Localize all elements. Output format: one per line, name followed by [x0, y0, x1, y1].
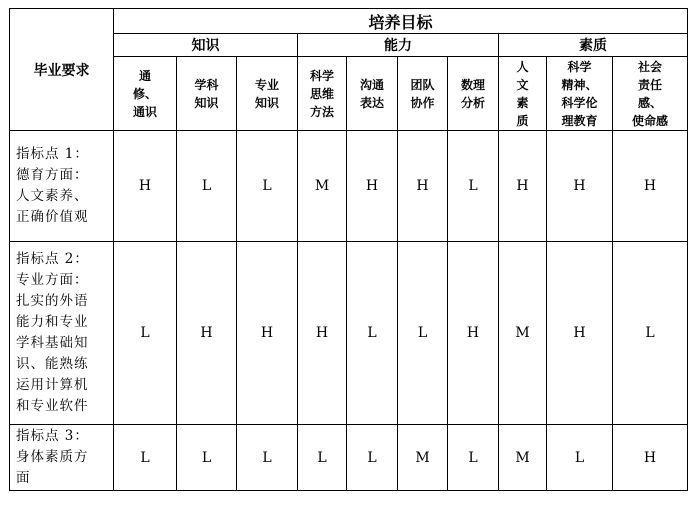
requirement-label: 指标点 3： 身体素质方 面 — [10, 425, 114, 491]
sub-header-label: 数理 分析 — [460, 77, 485, 110]
sub-header-label: 社会 责任 感、 使命感 — [632, 59, 669, 128]
support-level-cell: M — [499, 242, 547, 425]
group-header-knowledge: 知识 — [114, 34, 298, 57]
support-level-cell: H — [398, 131, 448, 242]
support-level-cell: L — [547, 425, 613, 491]
support-level-cell: L — [613, 242, 688, 425]
support-level-cell: M — [499, 425, 547, 491]
support-level-cell: H — [613, 425, 688, 491]
support-level-cell: L — [177, 131, 237, 242]
support-level-cell: H — [237, 242, 298, 425]
group-header-ability: 能力 — [298, 34, 499, 57]
sub-header-1 — [177, 57, 237, 131]
sub-header-0 — [114, 57, 177, 131]
requirement-label: 指标点 2： 专业方面： 扎实的外语 能力和专业 学科基础知 识、能熟练 运用计算机 和专业软件 — [10, 242, 114, 425]
sub-header-3 — [298, 57, 347, 131]
table-row — [10, 242, 688, 425]
group-header-quality: 素质 — [499, 34, 688, 57]
sub-header-label: 团队 协作 — [410, 77, 435, 110]
support-level-cell: L — [237, 131, 298, 242]
support-level-cell: L — [347, 242, 398, 425]
support-level-cell: H — [177, 242, 237, 425]
sub-header-label: 专业 知识 — [254, 77, 279, 110]
sub-header-label: 科学 思维 方法 — [309, 68, 334, 119]
support-level-cell: H — [448, 242, 499, 425]
sub-header-5 — [398, 57, 448, 131]
support-level-cell: H — [114, 131, 177, 242]
support-level-cell: L — [237, 425, 298, 491]
support-level-cell: L — [177, 425, 237, 491]
support-level-cell: H — [298, 242, 347, 425]
sub-header-2 — [237, 57, 298, 131]
sub-header-8 — [547, 57, 613, 131]
sub-header-label: 人 文 素 质 — [516, 59, 529, 128]
support-level-cell: H — [347, 131, 398, 242]
sub-header-label: 科学 精神、 科学伦 理教育 — [561, 59, 598, 128]
sub-header-label: 学科 知识 — [194, 77, 219, 110]
support-level-cell: H — [613, 131, 688, 242]
corner-header: 毕业要求 — [10, 9, 114, 131]
support-level-cell: H — [547, 131, 613, 242]
table-row — [10, 425, 688, 491]
sub-header-label: 通 修、 通识 — [132, 68, 157, 119]
support-level-cell: M — [398, 425, 448, 491]
support-level-cell: M — [298, 131, 347, 242]
sub-header-4 — [347, 57, 398, 131]
support-level-cell: H — [499, 131, 547, 242]
support-level-cell: L — [448, 425, 499, 491]
sub-header-7 — [499, 57, 547, 131]
support-level-cell: H — [547, 242, 613, 425]
table-row — [10, 131, 688, 242]
requirement-label: 指标点 1： 德育方面： 人文素养、 正确价值观 — [10, 131, 114, 242]
sub-header-9 — [613, 57, 688, 131]
support-level-cell: L — [298, 425, 347, 491]
objectives-matrix-table — [9, 8, 688, 491]
support-level-cell: L — [114, 425, 177, 491]
training-objectives-header: 培养目标 — [114, 9, 688, 34]
support-level-cell: L — [398, 242, 448, 425]
support-level-cell: L — [448, 131, 499, 242]
support-level-cell: L — [114, 242, 177, 425]
sub-header-6 — [448, 57, 499, 131]
sub-header-label: 沟通 表达 — [359, 77, 384, 110]
support-level-cell: L — [347, 425, 398, 491]
